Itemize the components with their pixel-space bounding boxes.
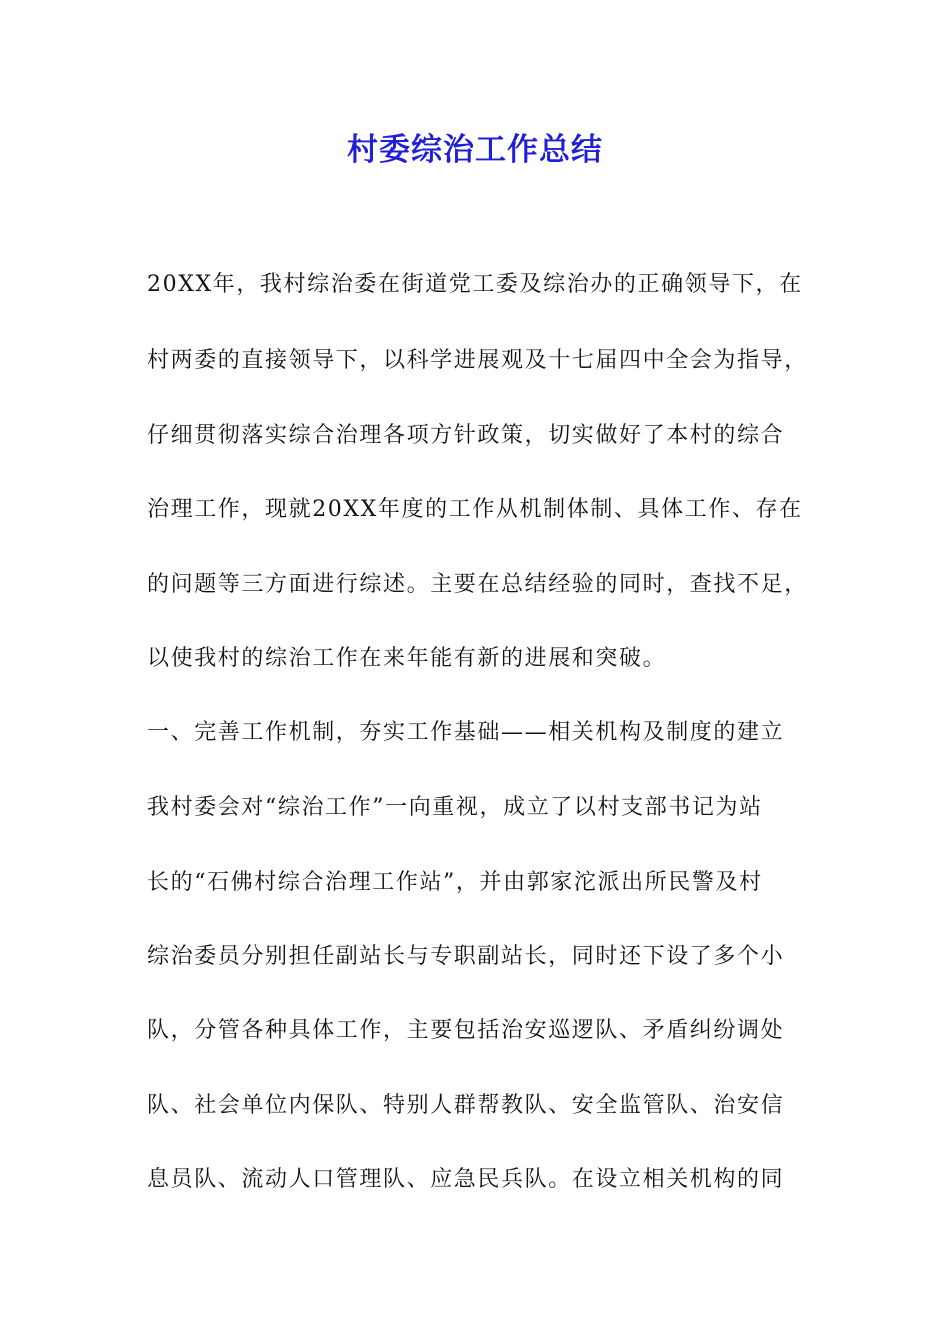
paragraph-line-10: 队，分管各种具体工作，主要包括治安巡逻队、矛盾纠纷调处 (147, 1018, 785, 1043)
paragraph-line-8: 长的“石佛村综合治理工作站”，并由郭家沱派出所民警及村 (147, 870, 763, 895)
section-heading-1: 一、完善工作机制，夯实工作基础——相关机构及制度的建立 (147, 720, 785, 745)
paragraph-line-5: 的问题等三方面进行综述。主要在总结经验的同时，查找不足， (147, 572, 808, 597)
paragraph-line-2: 村两委的直接领导下，以科学进展观及十七届四中全会为指导， (147, 348, 808, 373)
paragraph-line-7: 我村委会对“综治工作”一向重视，成立了以村支部书记为站 (147, 795, 763, 820)
paragraph-line-11: 队、社会单位内保队、特别人群帮教队、安全监管队、治安信 (147, 1093, 785, 1118)
paragraph-line-4: 治理工作，现就20XX年度的工作从机制体制、具体工作、存在 (147, 497, 803, 522)
paragraph-line-12: 息员队、流动人口管理队、应急民兵队。在设立相关机构的同 (147, 1167, 785, 1192)
document-title: 村委综治工作总结 (347, 132, 603, 168)
paragraph-line-1: 20XX年，我村综治委在街道党工委及综治办的正确领导下，在 (147, 272, 803, 297)
paragraph-line-6: 以使我村的综治工作在来年能有新的进展和突破。 (147, 646, 667, 671)
paragraph-line-3: 仔细贯彻落实综合治理各项方针政策，切实做好了本村的综合 (147, 423, 785, 448)
paragraph-line-9: 综治委员分别担任副站长与专职副站长，同时还下设了多个小 (147, 944, 785, 969)
